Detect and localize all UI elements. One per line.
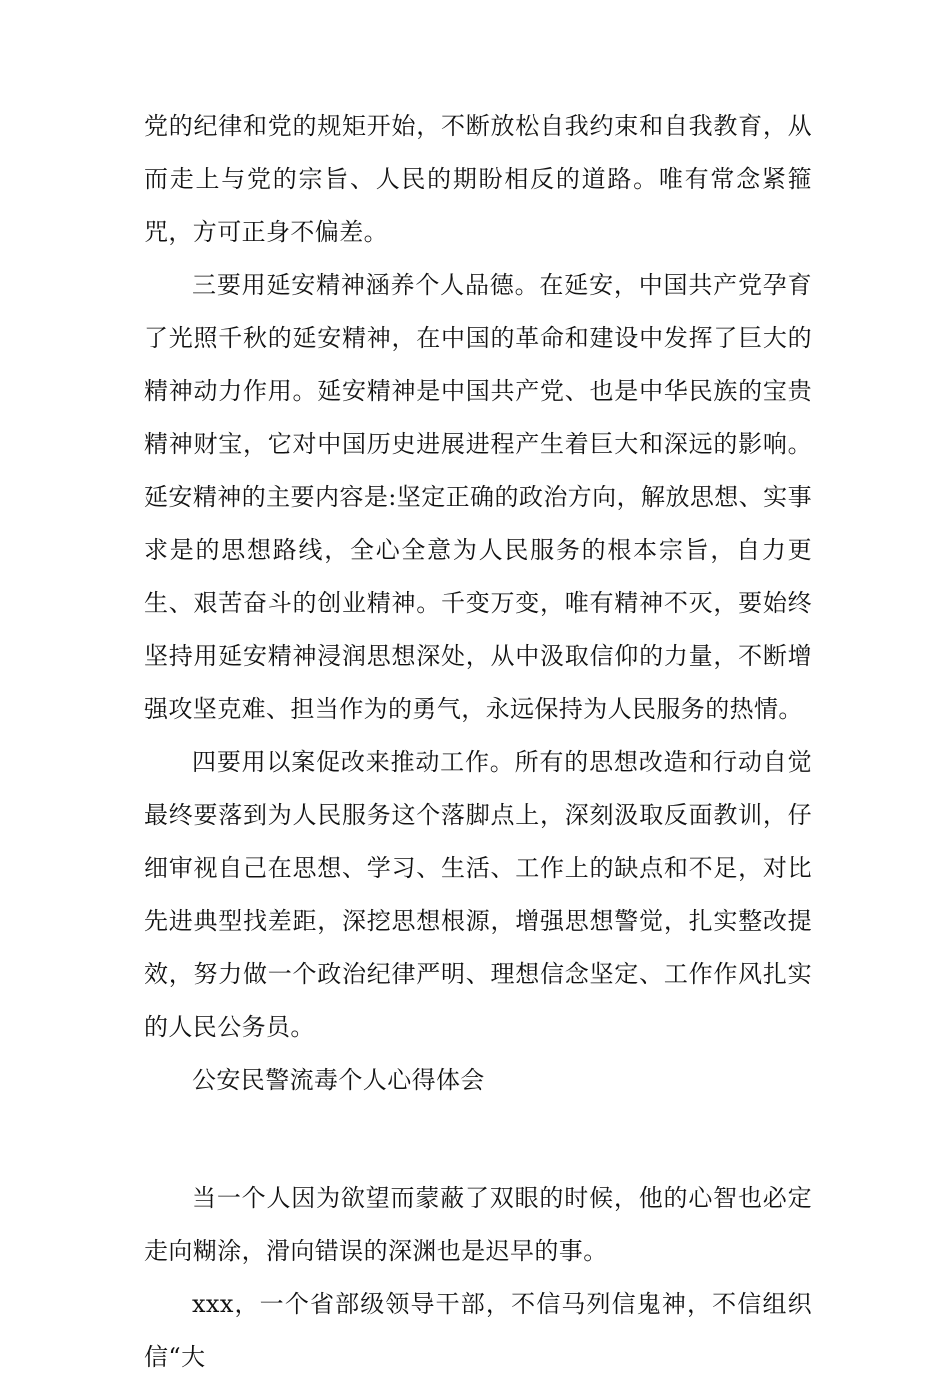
paragraph-4: 当一个人因为欲望而蒙蔽了双眼的时候，他的心智也必定走向糊涂，滑向错误的深渊也是迟早的事。 xyxy=(144,1184,812,1265)
blank-gap xyxy=(144,1107,812,1172)
paragraph-1: 党的纪律和党的规矩开始，不断放松自我约束和自我教育，从而走上与党的宗旨、人民的期盼相反的道路。唯有常念紧箍咒，方可正身不偏差。 xyxy=(144,112,812,246)
paragraph-2: 三要用延安精神涵养个人品德。在延安，中国共产党孕育了光照千秋的延安精神，在中国的革命和建设中发挥了巨大的精神动力作用。延安精神是中国共产党、也是中华民族的宝贵精神财宝，它对中国历史进展进程产生着巨大和深远的影响。延安精神的主要内容是:坚定正确的政治方向，解放思想、实事求是的思想路线，全心全意为人民服务的根本宗旨，自力更生、艰苦奋斗的创业精神。千变万变，唯有精神不灭，要始终坚持用延安精神浸润思想深处，从中汲取信仰的力量，不断增强攻坚克难、担当作为的勇气，永远保持为人民服务的热情。 xyxy=(144,271,812,723)
paragraph-3: 四要用以案促改来推动工作。所有的思想改造和行动自觉最终要落到为人民服务这个落脚点上，深刻汲取反面教训，仔细审视自己在思想、学习、生活、工作上的缺点和不足，对比先进典型找差距，深挖思想根源，增强思想警觉，扎实整改提效，努力做一个政治纪律严明、理想信念坚定、工作作风扎实的人民公务员。 xyxy=(144,748,812,1041)
document-body xyxy=(144,100,812,1384)
paragraph-5: xxx，一个省部级领导干部，不信马列信鬼神，不信组织信“大 xyxy=(144,1290,812,1371)
section-title: 公安民警流毒个人心得体会 xyxy=(192,1066,485,1094)
